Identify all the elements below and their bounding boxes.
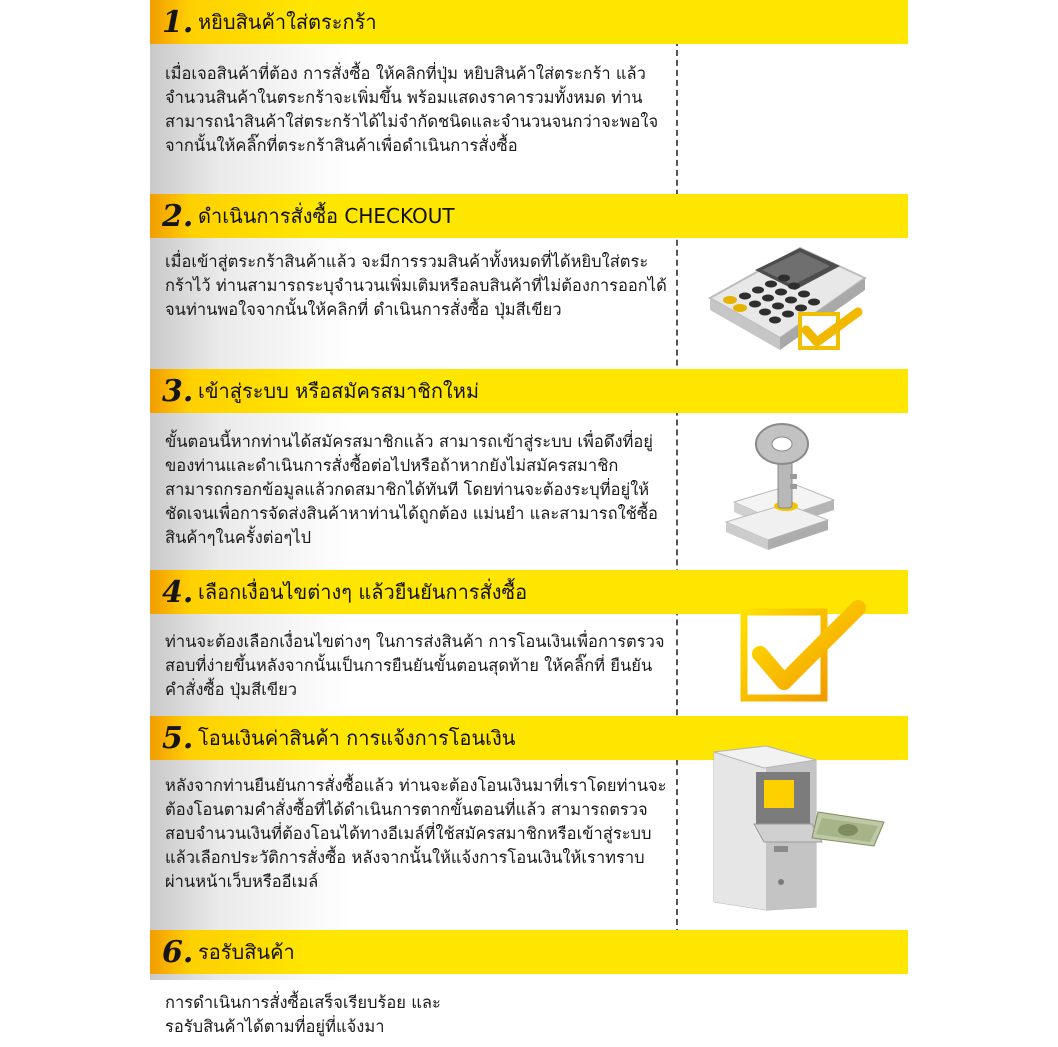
step-5-number: 5. (162, 720, 194, 756)
step-1-title: หยิบสินค้าใส่ตระกร้า (198, 10, 377, 34)
step-6-number: 6. (162, 934, 194, 970)
step-1-description: เมื่อเจอสินค้าที่ต้อง การสั่งซื้อ ให้คลิกที่ปุ่ม หยิบสินค้าใส่ตระกร้า แล้วจำนวนสินค้าในตระกร้าจะเพิ่มขึ้น พร้อมแสดงราคารวมทั้งหมด ท่านสามารถนำสินค้าใส่ตระกร้าได้ไม่จำกัดชนิดและจำนวนจนกว่าจะพอใจจากนั้นให้คลิ๊กที่ตระกร้าสินค้าเพื่อดำเนินการสั่งซื้อ (165, 64, 659, 155)
step-6-description: การดำเนินการสั่งซื้อเสร็จเรียบร้อย และรอรับสินค้าได้ตามที่อยู่ที่แจ้งมา (165, 993, 441, 1036)
checkmark-icon (738, 598, 868, 708)
step-3-number: 3. (162, 373, 194, 409)
step-5-title: โอนเงินค่าสินค้า การแจ้งการโอนเงิน (198, 726, 516, 750)
step-3-header (150, 369, 908, 413)
step-6-title: รอรับสินค้า (198, 940, 295, 964)
step-5-description: หลังจากท่านยืนยันการสั่งซื้อแล้ว ท่านจะต้องโอนเงินมาที่เราโดยท่านจะต้องโอนตามคำสั่งซื้อที่ได้ดำเนินการตากขั้นตอนที่แล้ว สามารถตรวจสอบจำนวนเงินที่ต้องโอนได้ทางอีเมล์ที่ใช้สมัครสมาชิกหรือเข้าสู่ระบบแล้วเลือกประวัติการสั่งซื้อ หลังจากนั้นให้แจ้งการโอนเงินให้เราทราบผ่านหน้าเว็บหรืออีเมล์ (165, 776, 667, 891)
key-icon (724, 422, 844, 557)
step-2-title: ดำเนินการสั่งซื้อ CHECKOUT (198, 204, 455, 228)
step-1-number: 1. (162, 4, 194, 40)
step-3-description: ขั้นตอนนี้หากท่านได้สมัครสมาชิกแล้ว สามารถเข้าสู่ระบบ เพื่อดึงที่อยู่ของท่านและดำเนินการสั่งซื้อต่อไปหรือถ้าหากยังไม่สมัครสมาชิก สามารถกรอกข้อมูลแล้วกดสมาชิกได้ทันที โดยท่านจะต้องระบุที่อยู่ให้ชัดเจนเพื่อการจัดส่งสินค้าหาท่านได้ถูกต้อง แม่นยำ และสามารถใช้ซื้อสินค้าๆในครั้งต่อๆไป (165, 432, 658, 547)
calculator-icon (700, 228, 870, 373)
step-6-header (150, 930, 908, 974)
step-1-header (150, 0, 908, 44)
step-2-number: 2. (162, 198, 194, 234)
step-3-title: เข้าสู่ระบบ หรือสมัครสมาชิกใหม่ (198, 379, 480, 403)
step-2-description: เมื่อเข้าสู่ตระกร้าสินค้าแล้ว จะมีการรวมสินค้าทั้งหมดที่ได้หยิบใส่ตระกร้าไว้ ท่านสามารถระบุจำนวนเพิ่มเติมหรือลบสินค้าที่ไม่ต้องการออกได้ จนท่านพอใจจากนั้นให้คลิกที่ ดำเนินการสั่งซื้อ ปุ่มสีเขียว (165, 252, 667, 319)
step-4-description: ท่านจะต้องเลือกเงื่อนไขต่างๆ ในการส่งสินค้า การโอนเงินเพื่อการตรวจสอบที่ง่ายขึ้นหลังจากนั้นเป็นการยืนยันขั้นตอนสุดท้าย ให้คลิ๊กที่ ยืนยันคำสั่งซื้อ ปุ่มสีเขียว (165, 632, 665, 699)
step-4-number: 4. (162, 574, 194, 610)
step-4-title: เลือกเงื่อนไขต่างๆ แล้วยืนยันการสั่งซื้อ (198, 580, 528, 604)
dashed-divider (676, 0, 678, 945)
atm-icon (706, 742, 886, 914)
